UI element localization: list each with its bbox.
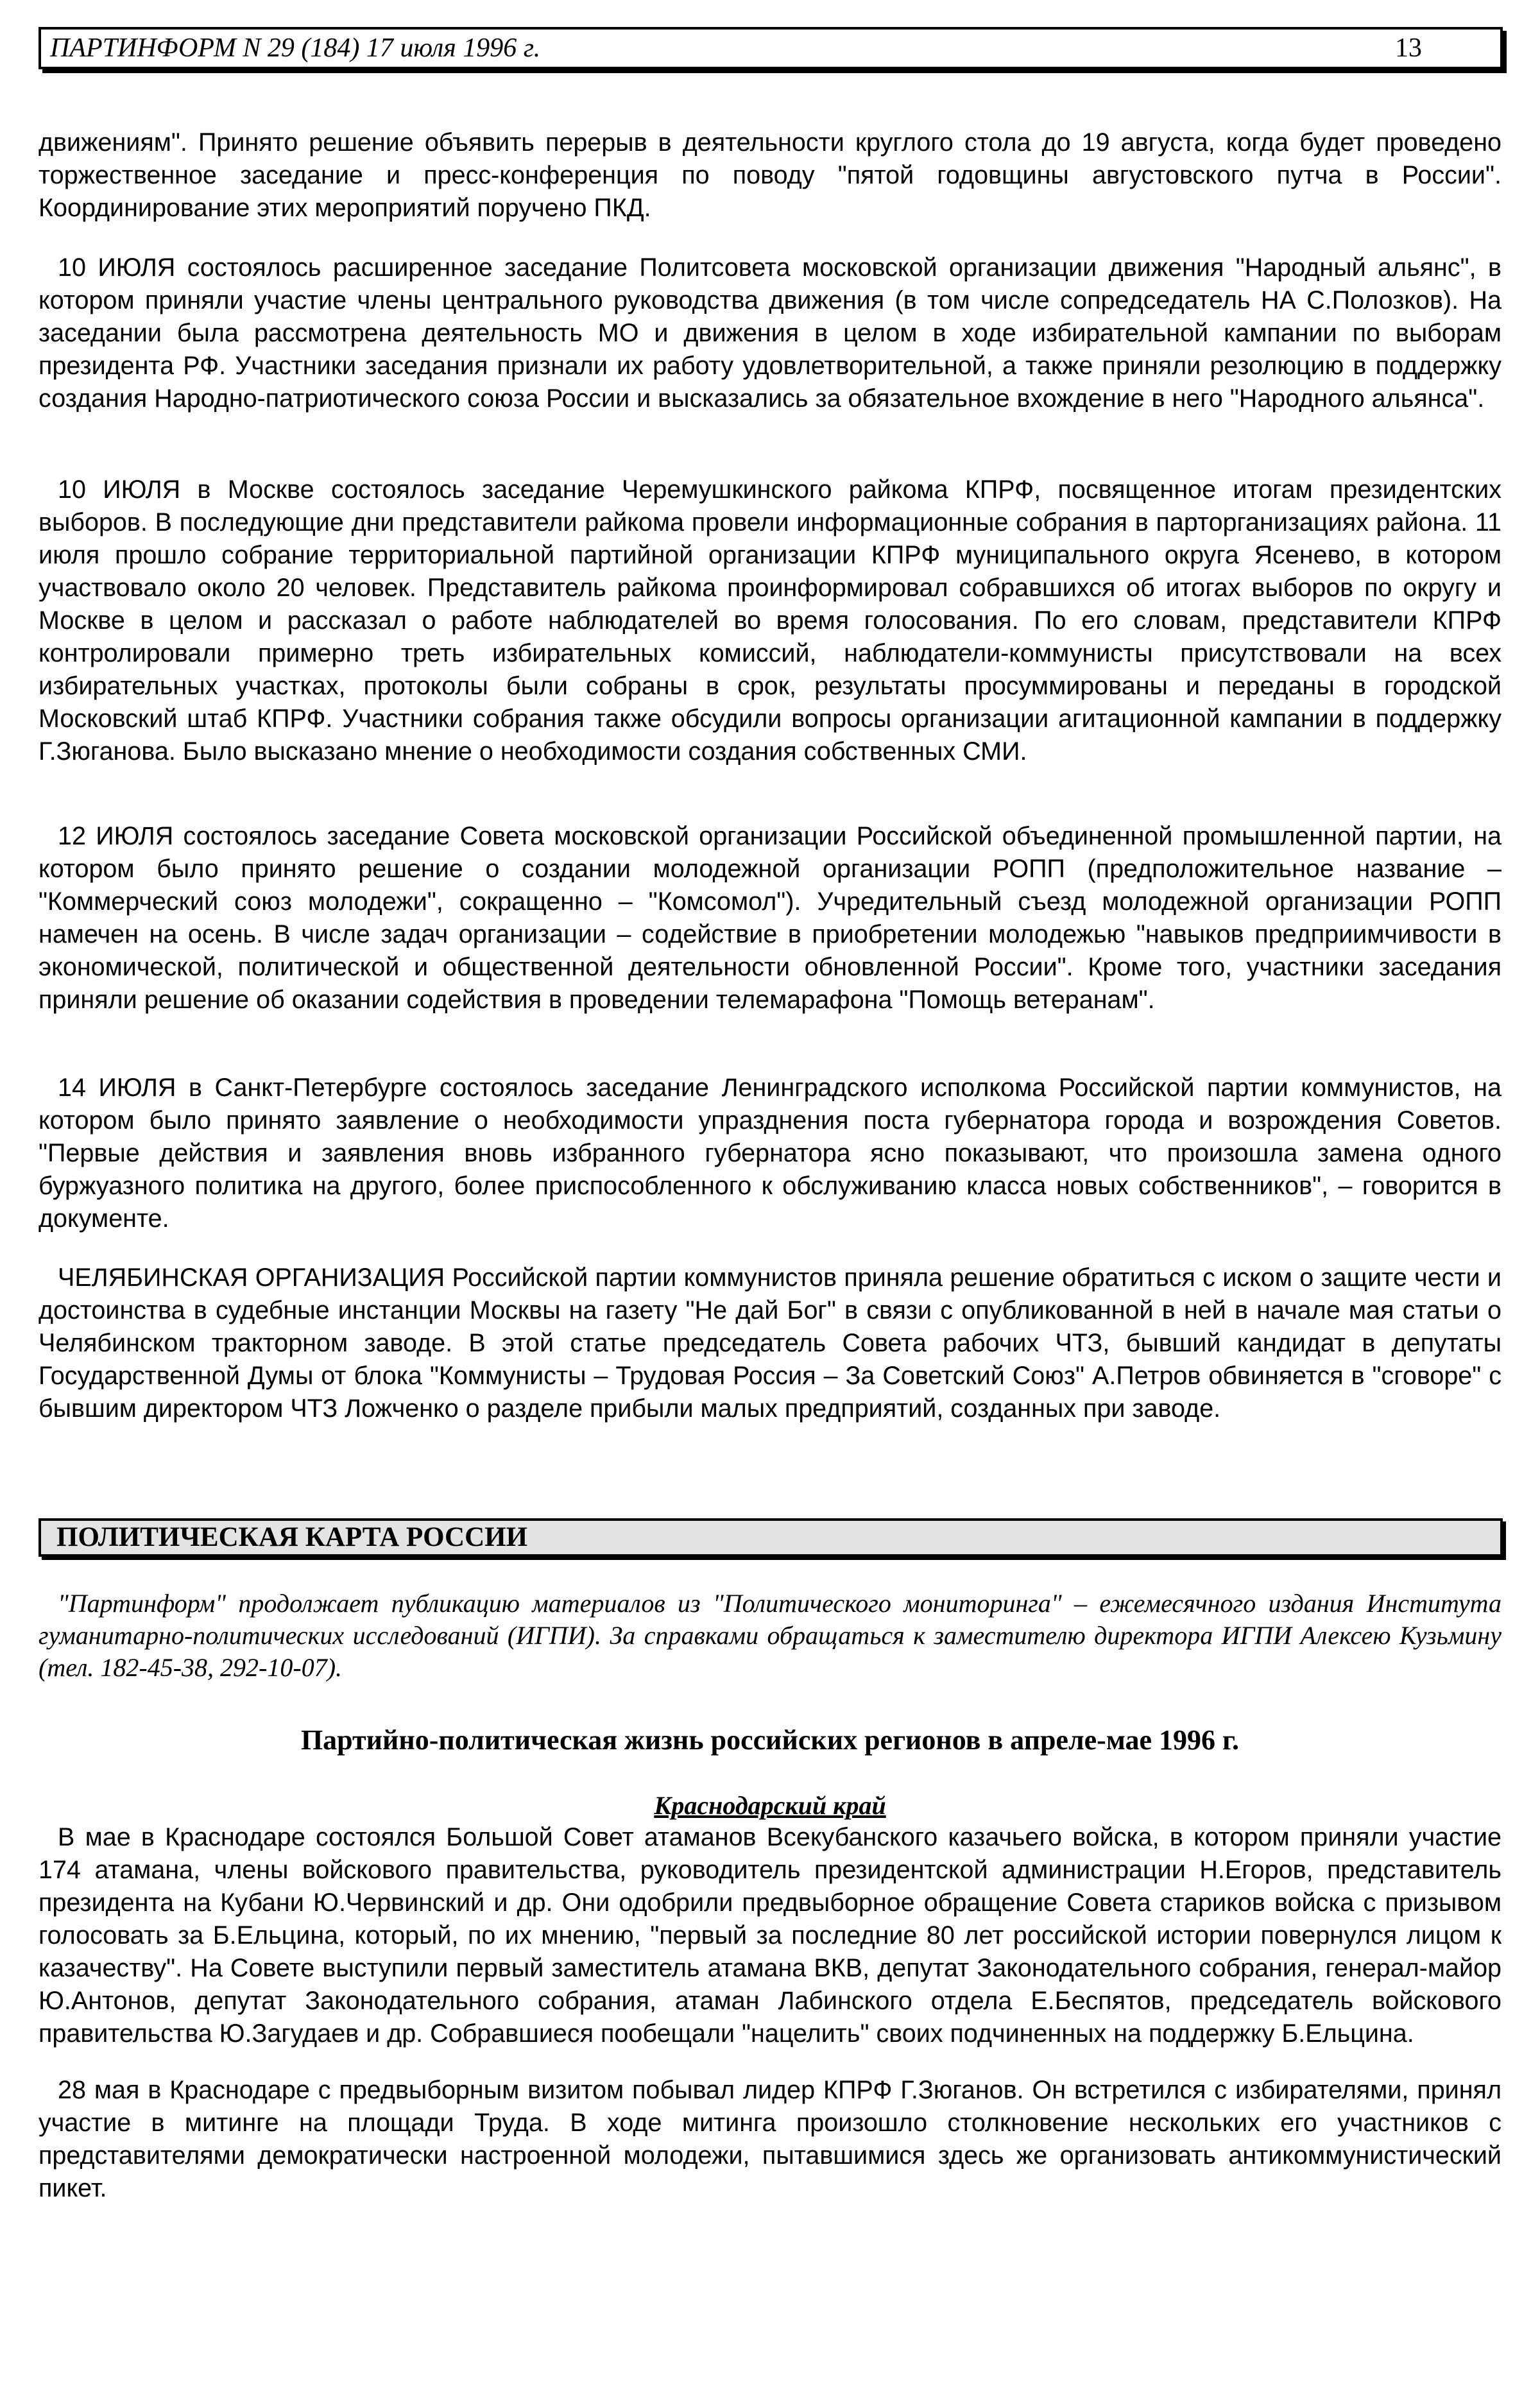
section-heading: ПОЛИТИЧЕСКАЯ КАРТА РОССИИ bbox=[38, 1518, 1503, 1557]
page bbox=[38, 27, 1503, 69]
section-intro: "Партинформ" продолжает публикацию материалов из "Политического мониторинга" – ежемесячного издания Института гуманитарно-политических исследований (ИГПИ). За справками обращаться к заместителю директора ИГПИ Алексею Кузьмину (тел. 182-45-38, 292-10-07). bbox=[38, 1589, 1502, 1682]
publication-title: ПАРТИНФОРМ N 29 (184) 17 июля 1996 г. bbox=[50, 33, 541, 63]
page-header bbox=[38, 27, 1503, 69]
paragraph-continuation: движениям". Принято решение объявить перерыв в деятельности круглого стола до 19 августа, когда будет проведено торжественное заседание и пресс-конференция по поводу "пятой годовщины августовского путча в России". Координирование этих мероприятий поручено ПКД. bbox=[38, 128, 1502, 222]
region-heading: Краснодарский край bbox=[654, 1791, 886, 1820]
article-title: Партийно-политическая жизнь российских регионов в апреле-мае 1996 г. bbox=[300, 1724, 1240, 1756]
paragraph-narodny-alyans: 10 ИЮЛЯ состоялось расширенное заседание Политсовета московской организации движения "Народный альянс", в котором приняли участие члены центрального руководства движения (в том числе сопредседатель НА С.Полозков). На заседании была рассмотрена деятельность МО и движения в целом в ходе избирательной кампании по выборам президента РФ. Участники заседания признали их работу удовлетворительной, а также приняли резолюцию в поддержку создания Народно-патриотического союза России и высказались за обязательное вхождение в него "Народного альянса". bbox=[38, 253, 1502, 413]
paragraph-cheremushkinsky: 10 ИЮЛЯ в Москве состоялось заседание Черемушкинского райкома КПРФ, посвященное итогам президентских выборов. В последующие дни представители райкома провели информационные собрания в парторганизациях района. 11 июля прошло собрание территориальной партийной организации КПРФ муниципального округа Ясенево, в котором участвовало около 20 человек. Представитель райкома проинформировал собравшихся об итогах выборов по округу и Москве в целом и рассказал о работе наблюдателей во время голосования. По его словам, представители КПРФ контролировали примерно треть избирательных комиссий, наблюдатели-коммунисты присутствовали на всех избирательных участках, протоколы были собраны в срок, результаты просуммированы и переданы в городской Московский штаб КПРФ. Участники собрания также обсудили вопросы организации агитационной кампании в поддержку Г.Зюганова. Было высказано мнение о необходимости создания собственных СМИ. bbox=[38, 476, 1502, 766]
page-number: 13 bbox=[1395, 33, 1422, 63]
paragraph-chelyabinsk: ЧЕЛЯБИНСКАЯ ОРГАНИЗАЦИЯ Российской партии коммунистов приняла решение обратиться с иском о защите чести и достоинства в судебные инстанции Москвы на газету "Не дай Бог" в связи с опубликованной в ней в начале мая статьи о Челябинском тракторном заводе. В этой статье председатель Совета рабочих ЧТЗ, бывший кандидат в депутаты Государственной Думы от блока "Коммунисты – Трудовая Россия – За Советский Союз" А.Петров обвиняется в "сговоре" с бывшим директором ЧТЗ Ложченко о разделе прибыли малых предприятий, созданных при заводе. bbox=[38, 1264, 1502, 1423]
paragraph-leningrad: 14 ИЮЛЯ в Санкт-Петербурге состоялось заседание Ленинградского исполкома Российской партии коммунистов, на котором было принято заявление о необходимости упразднения поста губернатора города и возрождения Советов. "Первые действия и заявления вновь избранного губернатора ясно показывают, что произошла замена одного буржуазного политика на другого, более приспособленного к обслуживанию класса новых собственников", – говорится в документе. bbox=[38, 1074, 1502, 1233]
paragraph-ropp: 12 ИЮЛЯ состоялось заседание Совета московской организации Российской объединенной промышленной партии, на котором было принято решение о создании молодежной организации РОПП (предположительное название – "Коммерческий союз молодежи", сокращенно – "Комсомол"). Учредительный съезд молодежной организации РОПП намечен на осень. В числе задач организации – содействие в приобретении молодежью "навыков предприимчивости в экономической, политической и общественной деятельности обновленной России". Кроме того, участники заседания приняли решение об оказании содействия в проведении телемарафона "Помощь ветеранам". bbox=[38, 822, 1502, 1014]
paragraph-krasnodar-zyuganov: 28 мая в Краснодаре с предвыборным визитом побывал лидер КПРФ Г.Зюганов. Он встретился с избирателями, принял участие в митинге на площади Труда. В ходе митинга произошло столкновение нескольких его участников с представителями демократически настроенной молодежи, пытавшимися здесь же организовать антикоммунистический пикет. bbox=[38, 2076, 1502, 2202]
paragraph-krasnodar-ataman: В мае в Краснодаре состоялся Большой Совет атаманов Всекубанского казачьего войска, в котором приняли участие 174 атамана, члены войскового правительства, руководитель президентской администрации Н.Егоров, представитель президента на Кубани Ю.Червинский и др. Они одобрили предвыборное обращение Совета стариков войска с призывом голосовать за Б.Ельцина, который, по их мнению, "первый за последние 80 лет российской истории повернулся лицом к казачеству". На Совете выступили первый заместитель атамана ВКВ, депутат Законодательного собрания, генерал-майор Ю.Антонов, депутат Законодательного собрания, атаман Лабинского отдела Е.Беспятов, председатель войскового правительства Ю.Загудаев и др. Собравшиеся пообещали "нацелить" своих подчиненных на поддержку Б.Ельцина. bbox=[38, 1823, 1502, 2048]
